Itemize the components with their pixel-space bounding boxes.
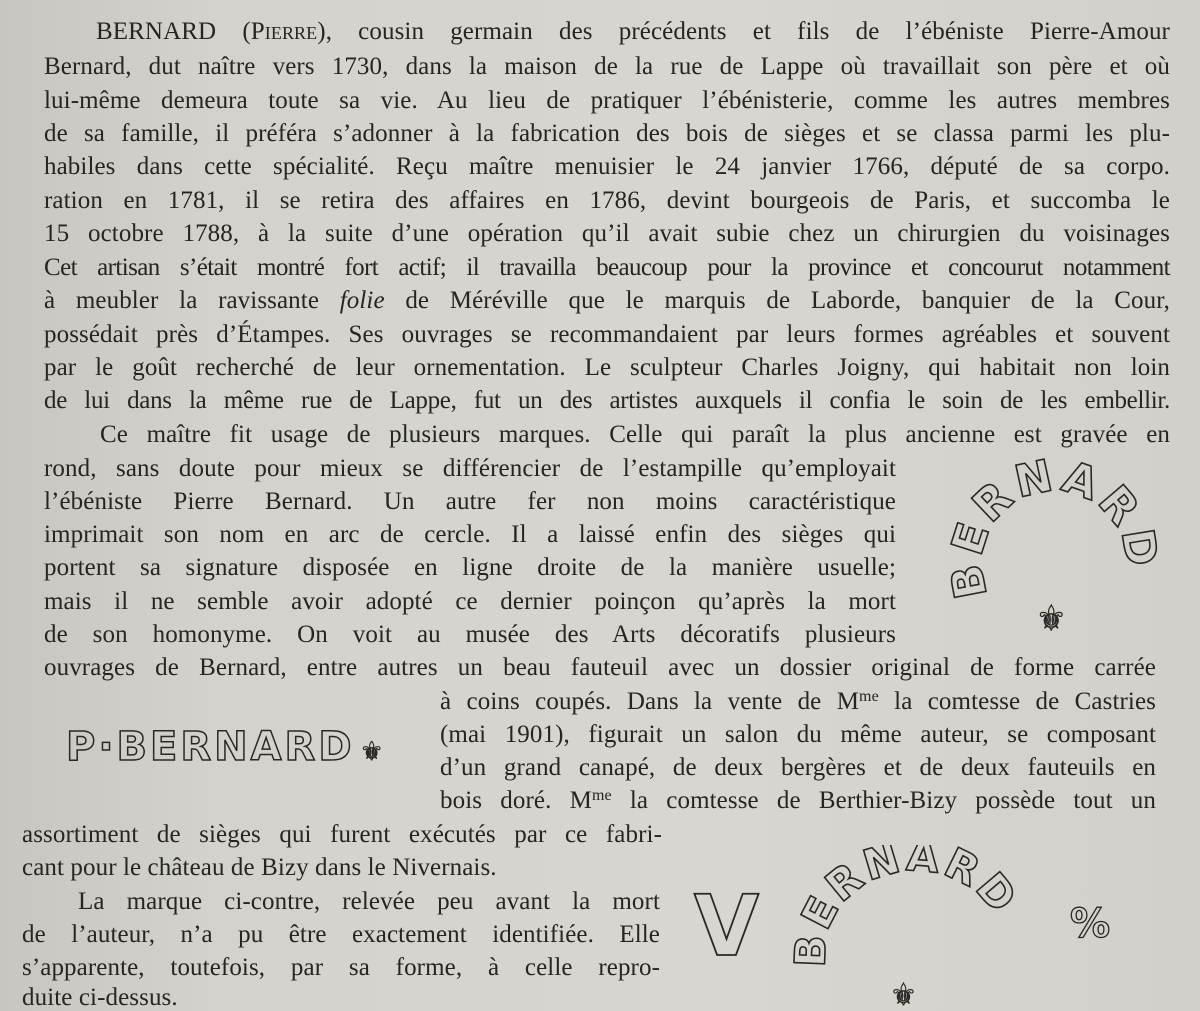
- entry-given-name: (Pierre): [242, 18, 326, 45]
- text-line: lui-même demeura toute sa vie. Au lieu de pratiquer l’ébénisterie, comme les autres membres: [44, 87, 1170, 114]
- stamp-straight-text: P·BERNARD: [66, 724, 355, 770]
- text-line: Bernard, dut naître vers 1730, dans la maison de la rue de Lappe où travaillait son père et où: [44, 53, 1170, 80]
- stamp-v-letter: V: [694, 877, 760, 975]
- fleur-de-lis-icon: ⚜: [1036, 599, 1067, 639]
- text-line: Ce maître fit usage de plusieurs marques. Celle qui paraît la plus ancienne est gravée en: [100, 421, 1170, 448]
- text-line: mais il ne semble avoir adopté ce dernier poinçon qu’après la mort: [44, 588, 896, 615]
- text-line: de lui dans la même rue de Lappe, fut un des artistes auxquels il confia le soin de les embellir.: [44, 387, 1170, 414]
- text-line: possédait près d’Étampes. Ses ouvrages se recommandaient par leurs formes agréables et souvent: [44, 321, 1170, 348]
- text-line: habiles dans cette spécialité. Reçu maître menuisier le 24 janvier 1766, député de sa corpo.: [44, 153, 1170, 180]
- stamp-arc-text: BERNARD: [940, 449, 1168, 603]
- text-line: à meubler la ravissante folie de Méréville que le marquis de Laborde, banquier de la Cour,: [44, 287, 1170, 314]
- text-line: s’apparente, toutefois, par sa forme, à celle repro-: [22, 954, 660, 981]
- text-line: l’ébéniste Pierre Bernard. Un autre fer non moins caractéristique: [44, 488, 896, 515]
- text-line: de son homonyme. On voit au musée des Arts décoratifs plusieurs: [44, 621, 896, 648]
- text-line: imprimait son nom en arc de cercle. Il a laissé enfin des sièges qui: [44, 521, 896, 548]
- text-line: duite ci-dessus.: [22, 984, 178, 1011]
- text-line: La marque ci-contre, relevée peu avant la mort: [78, 888, 660, 915]
- fleur-de-lis-icon: ⚜: [360, 737, 387, 767]
- text-line: assortiment de sièges qui furent exécutés par ce fabri-: [22, 821, 662, 848]
- text-line: d’un grand canapé, de deux bergères et de deux fauteuils en: [440, 754, 1156, 781]
- entry-name: BERNARD: [96, 18, 217, 45]
- text-line: ouvrages de Bernard, entre autres un beau fauteuil avec un dossier original de forme carrée: [44, 654, 1156, 681]
- ornament-icon: %: [1070, 901, 1111, 947]
- text-line: Cet artisan s’était montré fort actif; il travailla beaucoup pour la province et concourut notamment: [44, 254, 1170, 281]
- text-line: de l’auteur, n’a pu être exactement identifiée. Elle: [22, 921, 660, 948]
- text-line: 15 octobre 1788, à la suite d’une opération qu’il avait subie chez un chirurgien du voisinages: [44, 220, 1170, 247]
- text-line: cant pour le château de Bizy dans le Nivernais.: [22, 854, 497, 881]
- circular-stamp: [940, 440, 1180, 660]
- straight-stamp: [62, 718, 392, 772]
- text-line: bois doré. $M^{me}$ la comtesse de Berthier-Bizy possède tout un: [440, 787, 1156, 814]
- text-line: portent sa signature disposée en ligne droite de la manière usuelle;: [44, 554, 896, 581]
- stamp-arc-text: BERNARD: [785, 845, 1029, 968]
- text-line: à coins coupés. Dans la vente de $M^{me}$ la comtesse de Castries: [440, 688, 1156, 715]
- text-line: (mai 1901), figurait un salon du même auteur, se composant: [440, 721, 1156, 748]
- italic-word: folie: [339, 287, 385, 314]
- fleur-de-lis-icon: ⚜: [890, 978, 917, 1011]
- text-line: de sa famille, il préféra s’adonner à la fabrication des bois de sièges et se classa parmi les plu-: [44, 120, 1170, 147]
- text-line: ration en 1781, il se retira des affaires en 1786, devint bourgeois de Paris, et succomba le: [44, 187, 1170, 214]
- bottom-stamp: [680, 845, 1150, 1011]
- text-line: par le goût recherché de leur ornementation. Le sculpteur Charles Joigny, qui habitait non loin: [44, 354, 1170, 381]
- text-line: BERNARD (Pierre), cousin germain des précédents et fils de l’ébéniste Pierre-Amour: [96, 18, 1170, 45]
- text-line: rond, sans doute pour mieux se différencier de l’estampille qu’employait: [44, 455, 896, 482]
